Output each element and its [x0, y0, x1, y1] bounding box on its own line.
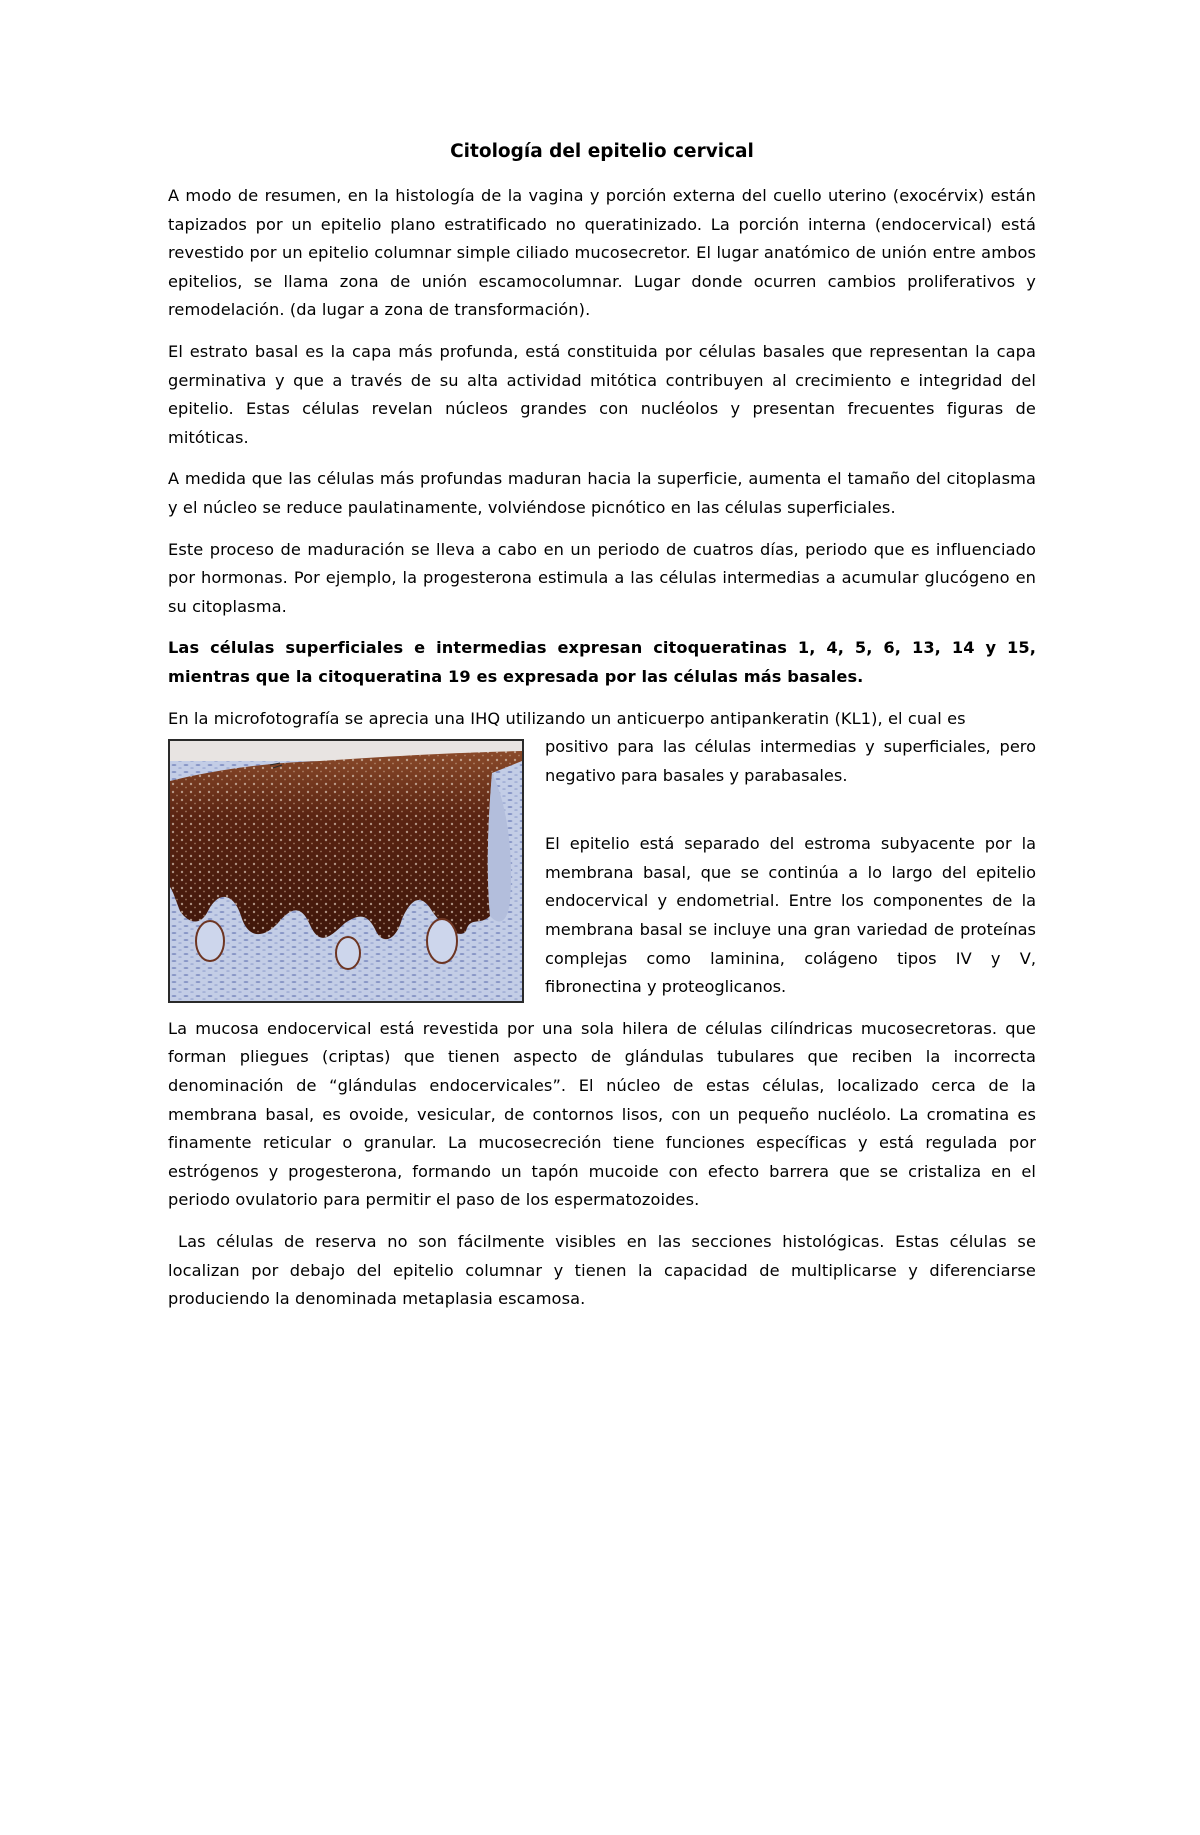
- micrograph-image: [168, 739, 524, 1003]
- papilla-left: [196, 921, 224, 961]
- paragraph-maturation: A medida que las células más profundas maduran hacia la superficie, aumenta el tamaño del citoplasma y el núcleo se reduce paulatinamente, volviéndose picnótico en las células superficiales.: [168, 469, 1036, 517]
- figure-block: [168, 733, 1036, 1015]
- document-title: Citología del epitelio cervical: [450, 141, 754, 162]
- document-page: [168, 138, 1036, 1327]
- paragraph-hormones: Este proceso de maduración se lleva a cabo en un periodo de cuatros días, periodo que es influenciado por hormonas. Por ejemplo, la progesterona estimula a las células intermedias a acumular glucógeno en su citoplasma.: [168, 539, 1036, 616]
- paragraph-basement-membrane: El epitelio está separado del estroma subyacente por la membrana basal, que se continúa a lo largo del epitelio endocervical y endometrial. Entre los componentes de la membrana basal se incluye una gran variedad de proteínas complejas como laminina, colágeno tipos IV y V, fibronectina y proteoglicanos.: [545, 834, 1036, 997]
- paragraph-endocervical-mucosa: La mucosa endocervical está revestida por una sola hilera de células cilíndricas mucosecretoras. que forman pliegues (criptas) que tienen aspecto de glándulas tubulares que reciben la incorrecta denominación de “glándulas endocervicales”. El núcleo de estas células, localizado cerca de la membrana basal, es ovoide, vesicular, de contornos lisos, con un pequeño nucléolo. La cromatina es finamente reticular o granular. La mucosecreción tiene funciones específicas y está regulada por estrógenos y progesterona, formando un tapón mucoide con efecto barrera que se cristaliza en el periodo ovulatorio para permitir el paso de los espermatozoides.: [168, 1018, 1036, 1210]
- paragraph-reserve-cells: Las células de reserva no son fácilmente visibles en las secciones histológicas. Estas células se localizan por debajo del epitelio columnar y tienen la capacidad de multiplicarse y diferenciarse produciendo la denominada metaplasia escamosa.: [168, 1232, 1036, 1309]
- micrograph-svg: [170, 741, 522, 1001]
- paragraph-micrograph-result: positivo para las células intermedias y superficiales, pero negativo para basales y parabasales.: [545, 737, 1036, 785]
- papilla-center: [336, 937, 360, 969]
- paragraph-cytokeratins: Las células superficiales e intermedias expresan citoqueratinas 1, 4, 5, 6, 13, 14 y 15, mientras que la citoqueratina 19 es expresada por las células más basales.: [168, 638, 1036, 686]
- paragraph-basal-stratum: El estrato basal es la capa más profunda, está constituida por células basales que representan la capa germinativa y que a través de su alta actividad mitótica contribuyen al crecimiento e integridad del epitelio. Estas células revelan núcleos grandes con nucléolos y presentan frecuentes figuras de mitóticas.: [168, 341, 1036, 447]
- paragraph-summary: A modo de resumen, en la histología de la vagina y porción externa del cuello uterino (exocérvix) están tapizados por un epitelio plano estratificado no queratinizado. La porción interna (endocervical) está revestido por un epitelio columnar simple ciliado mucosecretor. El lugar anatómico de unión entre ambos epitelios, se llama zona de unión escamocolumnar. Lugar donde ocurren cambios proliferativos y remodelación. (da lugar a zona de transformación).: [168, 186, 1036, 320]
- papilla-right: [427, 919, 457, 963]
- paragraph-micrograph-intro: En la microfotografía se aprecia una IHQ utilizando un anticuerpo antipankeratin (KL1), el cual es: [168, 708, 966, 728]
